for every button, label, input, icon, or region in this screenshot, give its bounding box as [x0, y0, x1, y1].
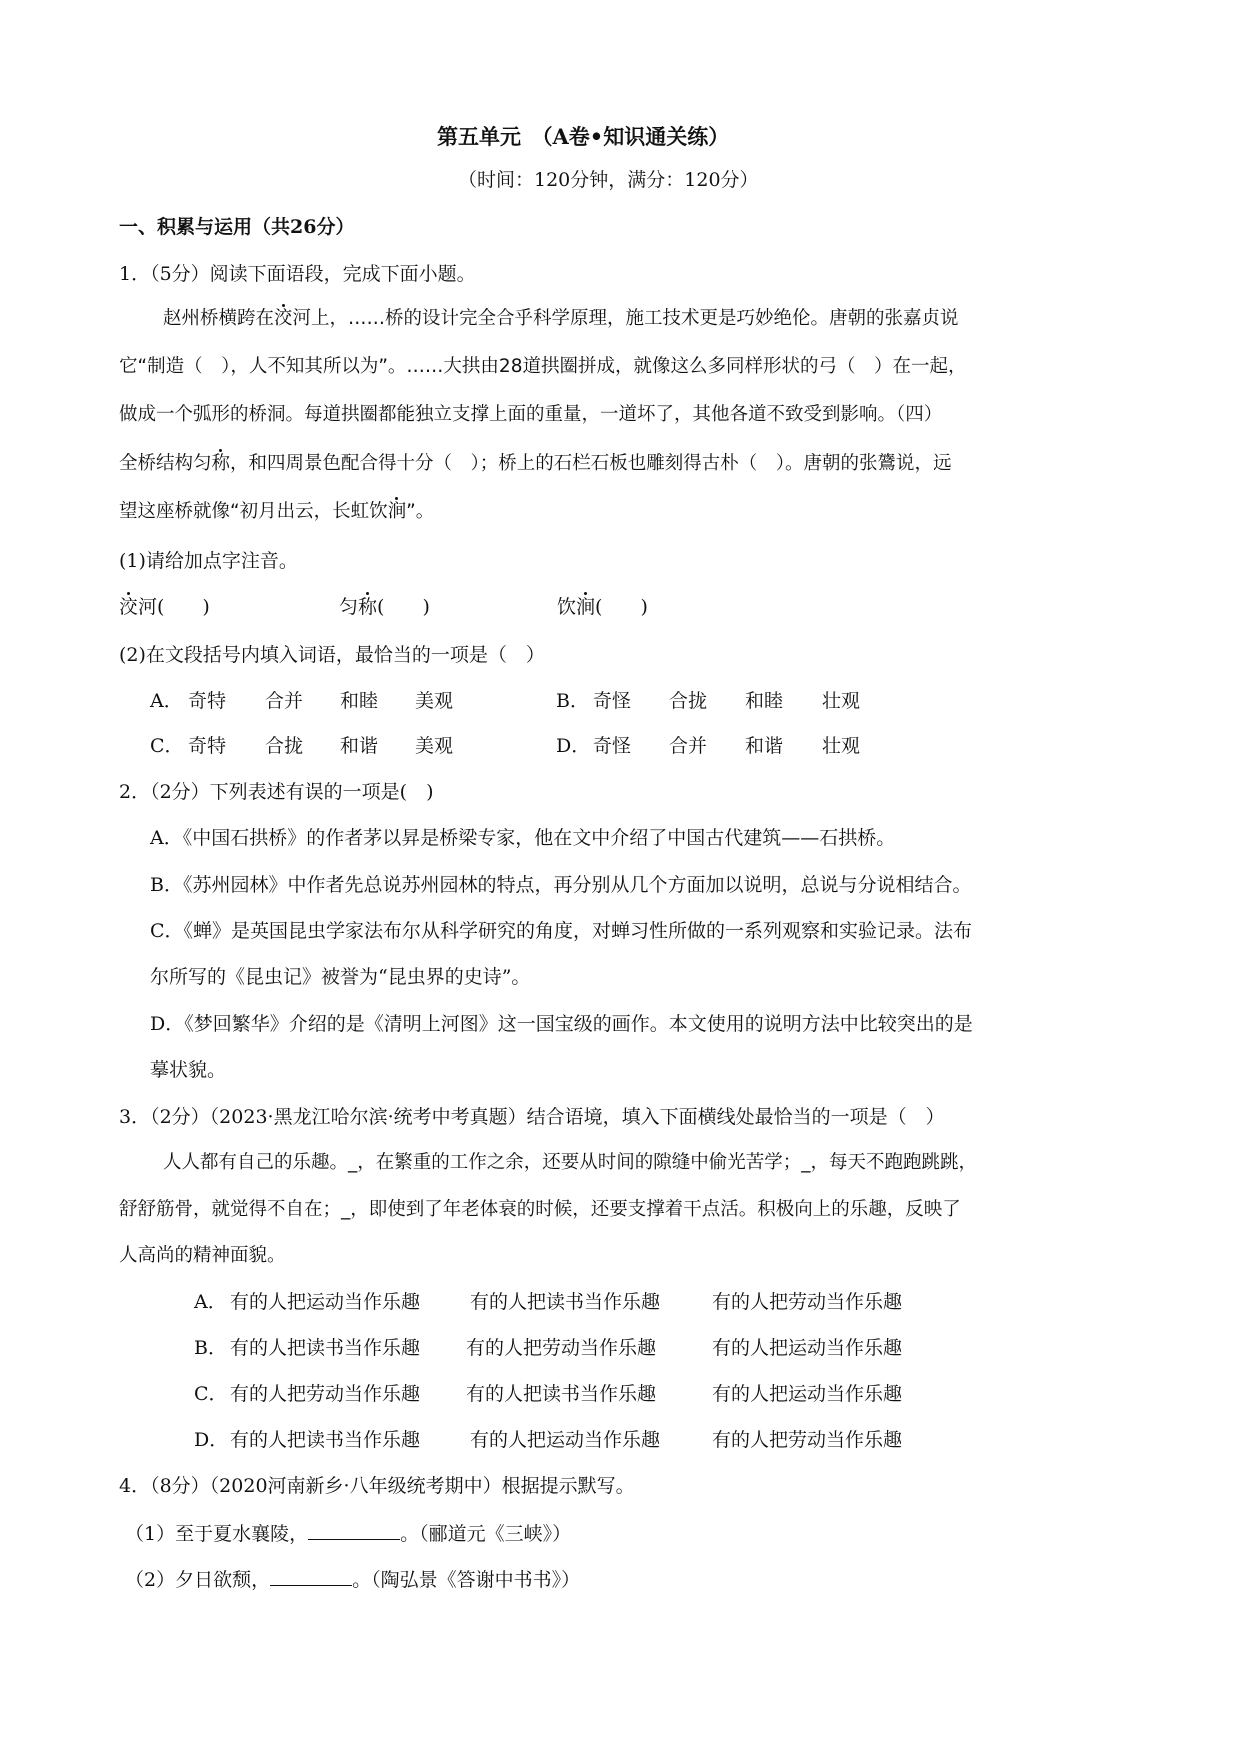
q3-option-d[interactable]: [194, 1431, 228, 1450]
option-part: 有的人把读书当作乐趣: [470, 1291, 661, 1313]
option-word: 奇特: [188, 690, 227, 712]
option-label: A．: [150, 690, 183, 712]
page-title: 第五单元 （A卷•知识通关练）: [437, 124, 730, 149]
option-label: C．: [194, 1383, 228, 1405]
q1-passage-text: 全桥结构匀: [119, 453, 212, 474]
option-word: 奇特: [188, 735, 227, 757]
option-word: 和谐: [745, 735, 784, 757]
pinyin-item: [557, 598, 648, 617]
q4-item-2: [125, 1569, 580, 1590]
option-word: 和谐: [340, 735, 379, 757]
q4-item-text: （2）夕日欲颓，: [125, 1569, 271, 1591]
q1-passage-text: 赵州桥横跨在: [163, 308, 275, 329]
answer-blank[interactable]: [270, 1569, 352, 1586]
q3-passage-line-2: 舒舒筋骨，就觉得不自在；_，即使到了年老体衰的时候，还要支撑着干点活。积极向上的乐趣，反映了: [119, 1199, 961, 1220]
option-label: D．: [194, 1429, 229, 1451]
question-4-stem: 4．（8分）（2020河南新乡·八年级统考期中）根据提示默写。: [119, 1475, 635, 1497]
q3-option-a[interactable]: [194, 1293, 227, 1312]
q3-option-b[interactable]: [194, 1339, 227, 1358]
option-label: A．: [194, 1291, 227, 1313]
q2-option-d[interactable]: D．《梦回繁华》介绍的是《清明上河图》这一国宝级的画作。本文使用的说明方法中比较突出的是: [150, 1013, 973, 1035]
option-part: 有的人把运动当作乐趣: [470, 1429, 661, 1451]
option-word: 美观: [415, 735, 454, 757]
option-part: 有的人把读书当作乐趣: [230, 1337, 421, 1359]
q4-item-text: （1）至于夏水襄陵，: [125, 1523, 309, 1545]
q4-item-1: [125, 1523, 571, 1544]
option-label: B．: [194, 1337, 227, 1359]
q1-passage-text: 河上，……桥的设计完全合乎科学原理，施工技术更是巧妙绝伦。唐朝的张嘉贞说: [292, 308, 959, 329]
option-part: 有的人把劳动当作乐趣: [466, 1337, 657, 1359]
option-word: 美观: [415, 690, 454, 712]
q1-sub-1: (1)请给加点字注音。: [119, 550, 298, 572]
q2-option-c-continued: 尔所写的《昆虫记》被誉为“昆虫界的史诗”。: [150, 966, 531, 988]
option-word: 和睦: [745, 690, 784, 712]
option-word: 合拢: [265, 735, 304, 757]
q3-passage-line-3: 人高尚的精神面貌。: [119, 1245, 286, 1266]
q1-option-b[interactable]: [556, 692, 589, 711]
pinyin-item-text: 饮: [557, 596, 577, 618]
option-part: 有的人把运动当作乐趣: [712, 1337, 903, 1359]
option-label: D．: [556, 735, 591, 757]
emphasis-char: 称: [211, 453, 231, 474]
q1-passage-line-5: [119, 503, 434, 522]
option-part: 有的人把运动当作乐趣: [712, 1383, 903, 1405]
emphasis-char: 涧: [387, 501, 407, 522]
emphasis-char: 称: [358, 596, 378, 618]
option-word: 奇怪: [593, 690, 632, 712]
option-word: 壮观: [822, 690, 861, 712]
q1-option-c[interactable]: [150, 737, 184, 756]
pinyin-item: [339, 598, 430, 617]
q2-option-b[interactable]: B．《苏州园林》中作者先总说苏州园林的特点，再分别从几个方面加以说明，总说与分说相结合。: [150, 874, 972, 896]
answer-blank[interactable]: [308, 1523, 400, 1540]
q1-sub-2: (2)在文段括号内填入词语，最恰当的一项是（ ）: [119, 644, 545, 666]
option-word: 奇怪: [593, 735, 632, 757]
option-label: C．: [150, 735, 184, 757]
pinyin-item-text: 匀: [339, 596, 359, 618]
q1-passage-line-2: 它“制造（ ），人不知其所以为”。……大拱由28道拱圈拼成，就像这么多同样形状的弓（ ）在一起，: [119, 356, 967, 377]
q2-option-a[interactable]: A．《中国石拱桥》的作者茅以昇是桥梁专家，他在文中介绍了中国古代建筑——石拱桥。: [150, 827, 896, 849]
q1-option-a[interactable]: [150, 692, 183, 711]
emphasis-char: 洨: [119, 596, 139, 618]
option-part: 有的人把劳动当作乐趣: [712, 1291, 903, 1313]
option-word: 合并: [265, 690, 304, 712]
option-part: 有的人把运动当作乐趣: [230, 1291, 421, 1313]
option-part: 有的人把读书当作乐趣: [230, 1429, 421, 1451]
question-3-stem: 3．（2分）（2023·黑龙江哈尔滨·统考中考真题）结合语境，填入下面横线处最恰当的一项是（ ）: [119, 1106, 945, 1128]
q1-passage-text: 望这座桥就像“初月出云，长虹饮: [119, 501, 388, 522]
page-subtitle: （时间：120分钟，满分：120分）: [458, 169, 759, 191]
q1-passage-line-3: 做成一个弧形的桥洞。每道拱圈都能独立支撑上面的重量，一道坏了，其他各道不致受到影响。（四）: [119, 404, 943, 425]
pinyin-answer-blank[interactable]: ( ): [377, 596, 430, 618]
q1-passage-text: ”。: [406, 501, 435, 522]
pinyin-answer-blank[interactable]: ( ): [595, 596, 648, 618]
q4-item-source: 。（陶弘景《答谢中书书》）: [352, 1569, 581, 1591]
option-word: 合拢: [669, 690, 708, 712]
section-heading: 一、积累与运用（共26分）: [119, 216, 355, 238]
q2-option-c[interactable]: C．《蝉》是英国昆虫学家法布尔从科学研究的角度，对蝉习性所做的一系列观察和实验记录。法布: [150, 920, 973, 942]
option-part: 有的人把劳动当作乐趣: [230, 1383, 421, 1405]
option-label: B．: [556, 690, 589, 712]
emphasis-char: 涧: [576, 596, 596, 618]
q1-passage-line-1: [163, 310, 959, 329]
q3-passage-line-1: 人人都有自己的乐趣。_，在繁重的工作之余，还要从时间的隙缝中偷光苦学；_，每天不跑跑跳跳，: [163, 1152, 978, 1173]
q1-option-d[interactable]: [556, 737, 590, 756]
option-part: 有的人把劳动当作乐趣: [712, 1429, 903, 1451]
q2-option-d-continued: 摹状貌。: [150, 1059, 227, 1081]
q1-passage-line-4: [119, 455, 952, 474]
pinyin-answer-blank[interactable]: 河( ): [138, 596, 210, 618]
question-2-stem: 2．（2分）下列表述有误的一项是( ): [119, 781, 434, 803]
option-word: 合并: [669, 735, 708, 757]
q1-passage-text: ，和四周景色配合得十分（ ）；桥上的石栏石板也雕刻得古朴（ ）。唐朝的张鷟说，远: [230, 453, 952, 474]
option-part: 有的人把读书当作乐趣: [466, 1383, 657, 1405]
q3-option-c[interactable]: [194, 1385, 228, 1404]
option-word: 壮观: [822, 735, 861, 757]
pinyin-item: [119, 598, 210, 617]
question-1-stem: 1．（5分）阅读下面语段，完成下面小题。: [119, 263, 476, 285]
option-word: 和睦: [340, 690, 379, 712]
emphasis-char: 洨: [274, 308, 293, 329]
q4-item-source: 。（郦道元《三峡》）: [400, 1523, 572, 1545]
